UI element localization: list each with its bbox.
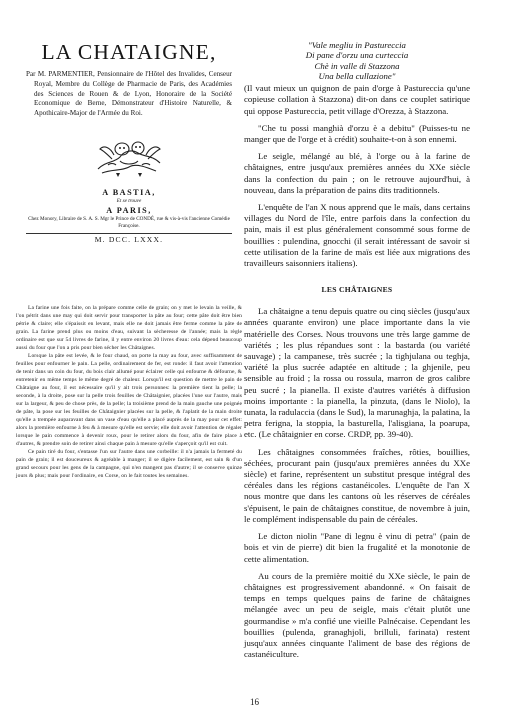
paragraph: Le dicton niolin "Pane di legnu è vinu di petra" (pain de bois et vin de pierre) dit bien la frugalité et la monotonie de cette alimentation. (244, 531, 470, 564)
cherub-vignette-icon (92, 133, 166, 179)
verse-line: Di pane d'orzu una curteccia (305, 50, 409, 61)
imprint-city-paris: A PARIS, (106, 205, 152, 215)
title-page-reproduction (16, 40, 242, 481)
old-paragraph: Lorsque la pâte est levée, & le four chaud, on porte la may au four, avec suffisamment de feuilles pour enfourner le pain. La pelle, ordinairement de fer, est ronde: il faut avoir l'attention de tenir dans un coin du four, du bois clair allumé pour éclairer celle qui enfourne & défourne, & entretenir en même temps le même degré de chaleur. Lorsqu'il est question de mettre le pain de Châtaigne au four, il est nécessaire qu'il y ait trois personnes: la première tient la pelle; la seconde, à la droite, pose sur la pelle trois feuilles de Châtaignier, placées l'une sur l'autre, mais sur la largeur, & peu de chose près, de la pelle; la troisième prend de la main gauche une poignée de pâte, la pose sur les feuilles de Châtaignier placées sur la pelle, & l'aplatit de la main droite qu'elle a trempée auparavant dans un vase d'eau qu'elle a placé auprès de la may pour cet effet: alors la première enfourne à feu & à mesure qu'elle est servie; elle doit avoir l'attention de régaler lorsque le pain commence à devenir roux, pour le retirer alors du four, afin de faire place à d'autres, & prendre soin de retirer ainsi chaque pain à mesure qu'elle s'aperçoit qu'il est cuit. (16, 352, 242, 447)
imprint-date: M. DCC. LXXX. (94, 234, 164, 244)
paragraph: Au cours de la première moitié du XXe siècle, le pain de châtaignes est progressivement abandonné. « On faisait de temps en temps quelques pains de farine de châtaignes mélangée avec un peu de seigle, mais c'était plutôt une gourmandise » m'a confié une vieille Palnécaise. Cependant les bouillies (pulenda, granaghjoli, brilluli, farinata) restent jusqu'aux années cinquante l'aliment de base des régions de castanéiculture. (244, 570, 470, 660)
paragraph: Les châtaignes consommées fraîches, rôties, bouillies, séchées, procurant pain (jusqu'aux premières années du XXe siècle) et farine, représentent un substitut presque intégral des céréales dans les régions castanéicoles. L'enquête de l'an X nous montre que dans les cantons où les réserves de céréales s'épuisent, le pain de châtaignes constitue, de novembre à juin, le complément indispensable du pain de céréales. (244, 446, 470, 524)
page-number: 16 (250, 697, 259, 707)
paragraph: "Che tu possi manghià d'orzu è a debitu" (Puisses-tu ne manger que de l'orge et à crédit) souhaite-t-on à son ennemi. (244, 122, 470, 144)
old-text-body (16, 305, 242, 481)
old-paragraph: La farine une fois faite, on la prépare comme celle de grain; on y met le levain la veille, & l'on pétrit dans une may qui doit servir pour transporter la pâte au four; cette pâte doit être bien pétrie & claire; elle s'épaissit en levant, mais elle ne doit jamais être ferme comme la pâte de grain. La farine prend plus ou moins d'eau, suivant la sècheresse de l'année; mais la règle ordinaire est que sur 54 livres de farine, il y entre environ 20 livres d'eau: cela dépend beaucoup aussi du four que l'on a pris pour bien sécher les Châtaignes. (16, 304, 242, 351)
imprint-publisher: Chez Monory, Libraire de S. A. S. Mgr le Prince de CONDÉ, rue & vis-à-vis l'ancienne Comédie Françoise. (28, 215, 230, 229)
section-title: LES CHÂTAIGNES (321, 285, 393, 295)
verse-line: Chè in valle di Stazzona (314, 60, 400, 71)
imprint-note: Et se trouve (116, 197, 142, 204)
old-book-byline: Par M. PARMENTIER, Pensionnaire de l'Hôtel des Invalides, Censeur Royal, Membre du Collège de Pharmacie de Paris, des Académies des Sciences de Rouen & de Lyon, Honoraire de la Société Economique de Berne, Démonstrateur d'Histoire Naturelle, & Apothicaire-Major de l'Armée du Roi. (26, 70, 232, 118)
paragraph: La châtaigne a tenu depuis quatre ou cinq siècles (jusqu'aux années quarante environ) une place importante dans la vie matérielle des Corses. Nous trouvons une très large gamme de variétés ; les plus répandues sont : la bastarda (ou variété sauvage) ; la campanese, très sucrée ; la tighjulana ou teghja, variété la plus sucrée adaptée en altitude ; la ghjenile, peu sensible au froid ; la rossa ou rossula, marron de gros calibre peu sucré ; la pianella. Il existe d'autres variétés à diffusion moins importante : la pianella, la pinzuta, (dans le Niolo), la tunata, la radulaccia (dans le Sud), la marunaghja, la palatina, la petra ferigna, la stoppia, la basturella, l'alisgiana, la poarupa, etc. (Le châtaignier en corse. CRDP, pp. 39-40). (244, 306, 470, 440)
paragraph: Le seigle, mélangé au blé, à l'orge ou à la farine de châtaignes, entre jusqu'aux premières années du XXe siècle dans la confection du pain ; on le retrouve aujourd'hui, à nouveau, dans la préparation de pains dits traditionnels. (244, 151, 470, 195)
imprint-divider (26, 233, 232, 234)
imprint-city-bastia: A BASTIA, (102, 187, 156, 197)
verse-line: "Vale megliu in Pastureccia (308, 40, 406, 50)
old-paragraph: Ce pain tiré du four, s'entasse l'un sur l'autre dans une corbeille: il n'a jamais la fermeté du pain de grain; il est douceureux & agréable à manger; il se digère facilement, est sain & d'un grand secours pour les gens de la campagne, qui n'en mangent pas d'autre; il se conserve quinze jours & plus; mais pour l'ordinaire, en Corse, on le fait toutes les semaines. (16, 448, 242, 479)
old-book-title: LA CHATAIGNE, (41, 40, 217, 64)
imprint (16, 187, 242, 245)
verse-line: Una bella cullazione" (318, 70, 396, 81)
article-column (244, 40, 470, 660)
verse-quote (244, 40, 470, 81)
paragraph: (Il vaut mieux un quignon de pain d'orge à Pastureccia qu'une copieuse collation à Stazzona) dit-on dans ce couplet satirique qui oppose Pastureccia, petit village d'Orezza, à Stazzona. (244, 83, 470, 116)
paragraph: L'enquête de l'an X nous apprend que le maïs, dans certains villages du Nord de l'île, entre parfois dans la confection du pain, mais il est plus généralement consommé sous forme de bouillies : pulendina, gnocchi (il serait intéressant de savoir si cette utilisation de la farine de maïs est liée aux migrations des travailleurs saisonniers italiens). (244, 202, 470, 269)
